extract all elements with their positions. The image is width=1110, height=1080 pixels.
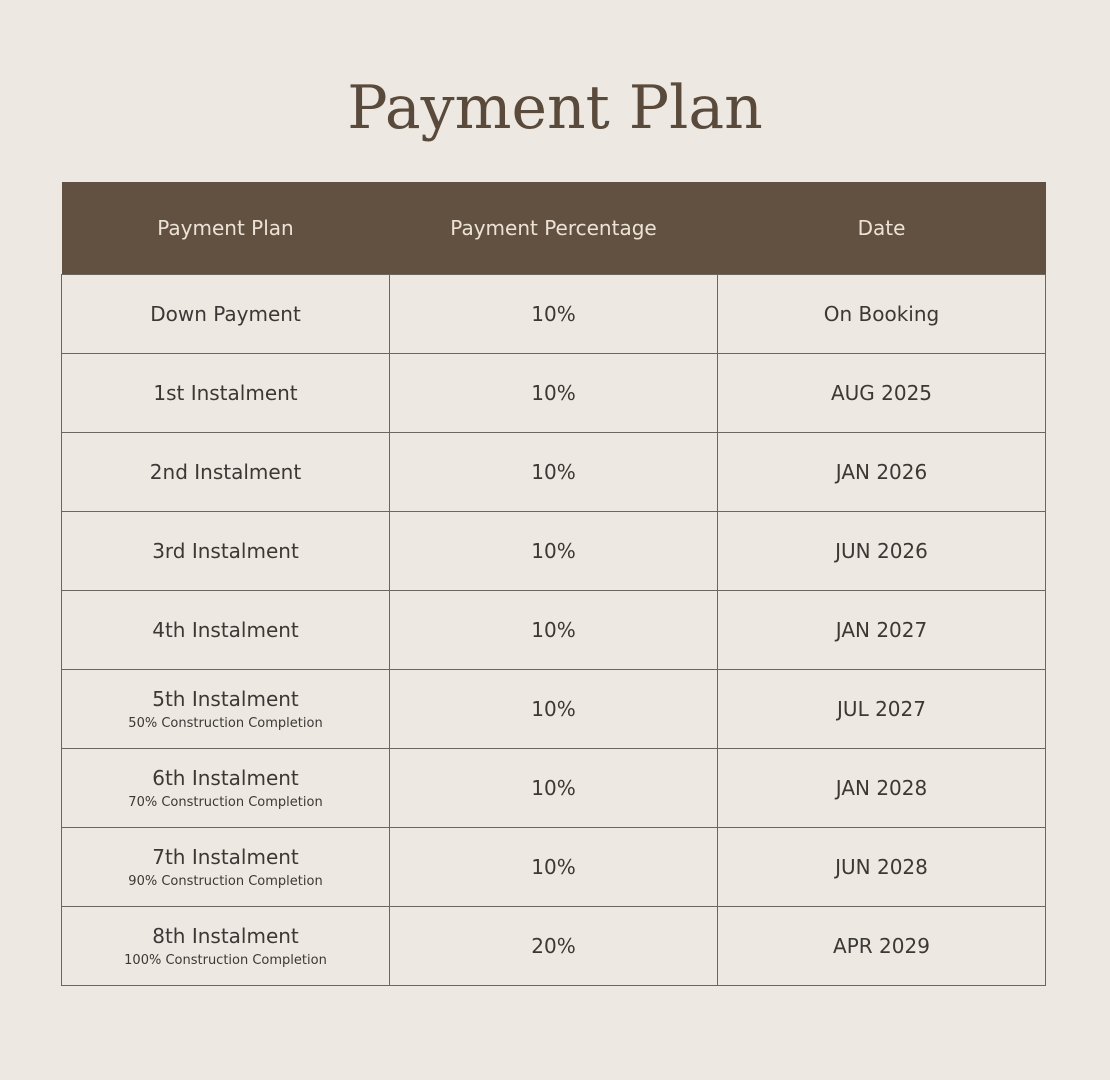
date-cell: JAN 2028 xyxy=(718,749,1046,828)
percentage-cell: 10% xyxy=(390,512,718,591)
plan-label: 5th Instalment xyxy=(152,686,299,711)
plan-note: 70% Construction Completion xyxy=(128,794,323,810)
plan-label: 7th Instalment xyxy=(152,844,299,869)
plan-label: 2nd Instalment xyxy=(149,460,302,484)
table-row xyxy=(62,828,1046,907)
column-header-payment-plan: Payment Plan xyxy=(62,182,390,275)
plan-cell xyxy=(62,433,390,512)
table-row xyxy=(62,354,1046,433)
percentage-cell: 20% xyxy=(390,907,718,986)
percentage-cell: 10% xyxy=(390,591,718,670)
plan-cell xyxy=(62,275,390,354)
table-row xyxy=(62,670,1046,749)
plan-cell xyxy=(62,749,390,828)
plan-cell xyxy=(62,670,390,749)
table-row xyxy=(62,512,1046,591)
date-cell: JUL 2027 xyxy=(718,670,1046,749)
plan-note: 90% Construction Completion xyxy=(128,873,323,889)
date-cell: JUN 2026 xyxy=(718,512,1046,591)
table-row xyxy=(62,433,1046,512)
plan-cell xyxy=(62,591,390,670)
date-cell: APR 2029 xyxy=(718,907,1046,986)
date-cell: JAN 2027 xyxy=(718,591,1046,670)
table-row xyxy=(62,749,1046,828)
date-cell: On Booking xyxy=(718,275,1046,354)
percentage-cell: 10% xyxy=(390,828,718,907)
table-row xyxy=(62,591,1046,670)
plan-cell xyxy=(62,354,390,433)
plan-cell xyxy=(62,907,390,986)
column-header-payment-percentage: Payment Percentage xyxy=(390,182,718,275)
table-row xyxy=(62,907,1046,986)
page-title: Payment Plan xyxy=(347,73,763,143)
plan-label: 4th Instalment xyxy=(152,618,299,642)
table-header-row xyxy=(62,182,1046,275)
date-cell: JAN 2026 xyxy=(718,433,1046,512)
date-cell: JUN 2028 xyxy=(718,828,1046,907)
plan-label: 6th Instalment xyxy=(152,765,299,790)
percentage-cell: 10% xyxy=(390,354,718,433)
plan-label: 3rd Instalment xyxy=(152,539,299,563)
column-header-date: Date xyxy=(718,182,1046,275)
percentage-cell: 10% xyxy=(390,670,718,749)
plan-note: 50% Construction Completion xyxy=(128,715,323,731)
plan-label: 1st Instalment xyxy=(153,381,298,405)
plan-label: Down Payment xyxy=(150,302,301,326)
date-cell: AUG 2025 xyxy=(718,354,1046,433)
percentage-cell: 10% xyxy=(390,433,718,512)
payment-plan-table xyxy=(61,182,1046,986)
plan-note: 100% Construction Completion xyxy=(124,952,327,968)
plan-cell xyxy=(62,512,390,591)
plan-cell xyxy=(62,828,390,907)
plan-label: 8th Instalment xyxy=(152,923,299,948)
percentage-cell: 10% xyxy=(390,275,718,354)
percentage-cell: 10% xyxy=(390,749,718,828)
table-row xyxy=(62,275,1046,354)
